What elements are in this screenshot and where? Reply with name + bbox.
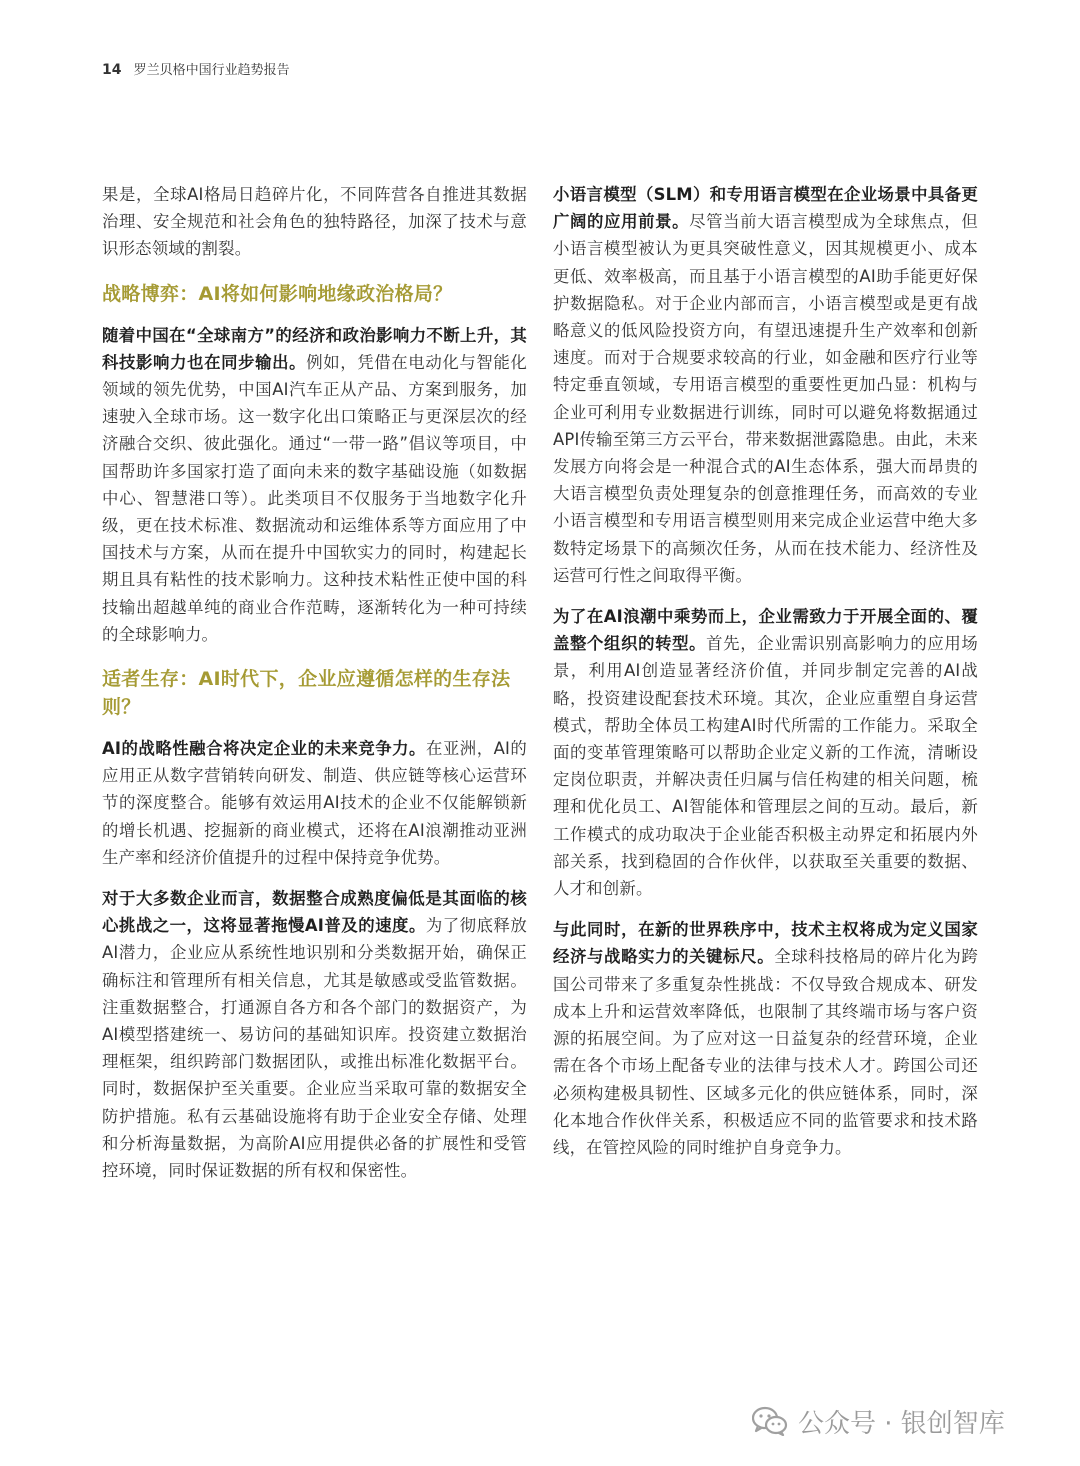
left-paragraph-4-body: 为了彻底释放AI潜力，企业应从系统性地识别和分类数据开始，确保正确标注和管理所有相关信息，尤其是敏感或受监管数据。注重数据整合，打通源自各方和各个部门的数据资产，为AI模型搭建统一、易访问的基础知识库。投资建立数据治理框架，组织跨部门数据团队，或推出标准化数据平台。同时，数据保护至关重要。企业应当采取可靠的数据安全防护措施。私有云基础设施将有助于企业安全存储、处理和分析海量数据，为高阶AI应用提供必备的扩展性和受管控环境，同时保证数据的所有权和保密性。 bbox=[102, 916, 527, 1181]
left-paragraph-3 bbox=[102, 735, 527, 871]
page-number: 14 bbox=[102, 62, 122, 78]
left-paragraph-1: 果是，全球AI格局日趋碎片化，不同阵营各自推进其数据治理、安全规范和社会角色的独特路径，加深了技术与意识形态领域的割裂。 bbox=[102, 185, 527, 259]
left-paragraph-2-body: 例如，凭借在电动化与智能化领域的领先优势，中国AI汽车正从产品、方案到服务，加速驶入全球市场。这一数字化出口策略正与更深层次的经济融合交织、彼此强化。通过“一带一路”倡议等项目，中国帮助许多国家打造了面向未来的数字基础设施（如数据中心、智慧港口等）。此类项目不仅服务于当地数字化升级，更在技术标准、数据流动和运维体系等方面应用了中国技术与方案，从而在提升中国软实力的同时，构建起长期且具有粘性的技术影响力。这种技术粘性正使中国的科技输出超越单纯的商业合作范畴，逐渐转化为一种可持续的全球影响力。 bbox=[102, 352, 527, 644]
page-header bbox=[102, 59, 290, 78]
right-paragraph-1 bbox=[553, 181, 978, 589]
watermark-text: 公众号 · 银创智库 bbox=[798, 1408, 1005, 1439]
left-paragraph-4 bbox=[102, 885, 527, 1184]
report-title: 罗兰贝格中国行业趋势报告 bbox=[133, 63, 290, 78]
right-paragraph-2 bbox=[553, 603, 978, 902]
right-paragraph-3 bbox=[553, 916, 978, 1161]
right-paragraph-2-lead: 为了在AI浪潮中乘势而上，企业需致力于开展全面的、覆盖整个组织的转型。 bbox=[553, 607, 978, 654]
right-paragraph-3-lead: 与此同时，在新的世界秩序中，技术主权将成为定义国家经济与战略实力的关键标尺。 bbox=[553, 920, 978, 967]
left-paragraph-3-lead: AI的战略性融合将决定企业的未来竞争力。 bbox=[102, 739, 426, 759]
left-paragraph-2 bbox=[102, 322, 527, 648]
right-paragraph-3-body: 全球科技格局的碎片化为跨国公司带来了多重复杂性挑战：不仅导致合规成本、研发成本上升和运营效率降低，也限制了其终端市场与客户资源的拓展空间。为了应对这一日益复杂的经营环境，企业需在各个市场上配备专业的法律与技术人才。跨国公司还必须构建极具韧性、区域多元化的供应链体系，同时，深化本地合作伙伴关系，积极适应不同的监管要求和技术路线，在管控风险的同时维护自身竞争力。 bbox=[553, 947, 978, 1157]
wechat-icon bbox=[752, 1406, 788, 1436]
section-heading-geopolitics: 战略博弈：AI将如何影响地缘政治格局？ bbox=[102, 282, 453, 305]
right-paragraph-1-lead: 小语言模型（SLM）和专用语言模型在企业场景中具备更广阔的应用前景。 bbox=[553, 185, 978, 232]
right-column bbox=[553, 181, 978, 1175]
left-paragraph-3-body: 在亚洲，AI的应用正从数字营销转向研发、制造、供应链等核心运营环节的深度整合。能够有效运用AI技术的企业不仅能解锁新的增长机遇、挖掘新的商业模式，还将在AI浪潮推动亚洲生产率和经济价值提升的过程中保持竞争优势。 bbox=[102, 739, 527, 867]
left-column bbox=[102, 181, 527, 1198]
right-paragraph-1-body: 尽管当前大语言模型成为全球焦点，但小语言模型被认为更具突破性意义，因其规模更小、成本更低、效率极高，而且基于小语言模型的AI助手能更好保护数据隐私。对于企业内部而言，小语言模型或是更有战略意义的低风险投资方向，有望迅速提升生产效率和创新速度。而对于合规要求较高的行业，如金融和医疗行业等特定垂直领域，专用语言模型的重要性更加凸显：机构与企业可利用专业数据进行训练，同时可以避免将数据通过API传输至第三方云平台，带来数据泄露隐患。由此，未来发展方向将会是一种混合式的AI生态体系，强大而昂贵的大语言模型负责处理复杂的创意推理任务，而高效的专业小语言模型和专用语言模型则用来完成企业运营中绝大多数特定场景下的高频次任务，从而在技术能力、经济性及运营可行性之间取得平衡。 bbox=[553, 212, 978, 585]
left-paragraph-4-lead: 对于大多数企业而言，数据整合成熟度偏低是其面临的核心挑战之一，这将显著拖慢AI普及的速度。 bbox=[102, 889, 527, 936]
watermark bbox=[752, 1400, 1005, 1442]
right-paragraph-2-body: 首先，企业需识别高影响力的应用场景，利用AI创造显著经济价值，并同步制定完善的AI战略，投资建设配套技术环境。其次，企业应重塑自身运营模式，帮助全体员工构建AI时代所需的工作能力。采取全面的变革管理策略可以帮助企业定义新的工作流，清晰设定岗位职责，并解决责任归属与信任构建的相关问题，梳理和优化员工、AI智能体和管理层之间的互动。最后，新工作模式的成功取决于企业能否积极主动界定和拓展内外部关系，找到稳固的合作伙伴，以获取至关重要的数据、人才和创新。 bbox=[553, 634, 978, 899]
left-paragraph-2-lead: 随着中国在“全球南方”的经济和政治影响力不断上升，其科技影响力也在同步输出。 bbox=[102, 325, 527, 372]
section-heading-survival: 适者生存：AI时代下，企业应遵循怎样的生存法则？ bbox=[102, 668, 511, 719]
